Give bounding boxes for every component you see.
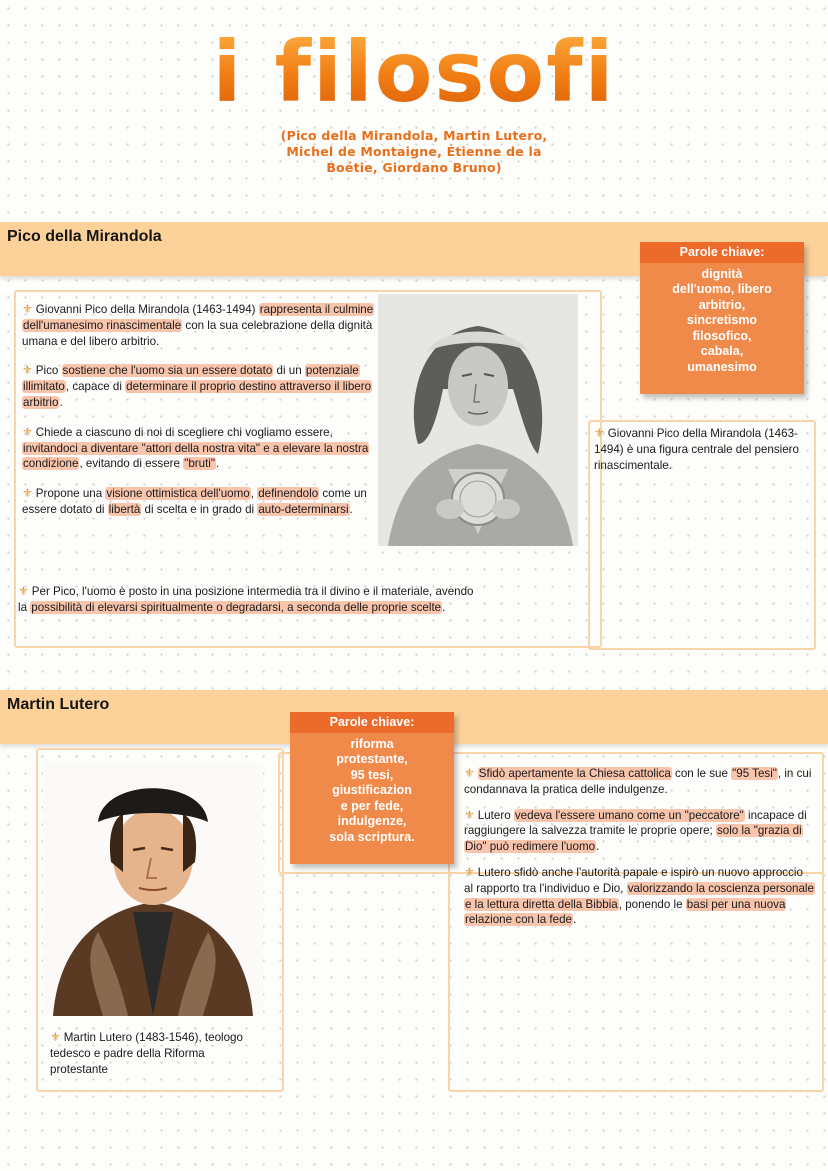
keyword-item: protestante, xyxy=(336,752,408,766)
fleur-de-lis-icon: ⚜ xyxy=(50,1030,61,1044)
fleur-de-lis-icon: ⚜ xyxy=(22,424,33,439)
pico-keywords-list xyxy=(640,263,804,380)
pico-portrait-drawing xyxy=(378,294,578,546)
lutero-portrait-image xyxy=(43,762,263,1016)
keyword-item: dell'uomo, libero xyxy=(672,282,772,296)
pico-text-block xyxy=(22,302,374,532)
pico-paragraph: ⚜ Pico sostiene che l'uomo sia un essere dotato di un potenziale illimitato, capace di determinare il proprio destino attraverso il libero arbitrio. xyxy=(22,363,372,409)
lutero-keywords-list xyxy=(290,733,454,850)
keyword-item: filosofico, xyxy=(692,328,752,343)
section-title-pico: Pico della Mirandola xyxy=(7,228,162,245)
pico-paragraph: ⚜ Per Pico, l'uomo è posto in una posizione intermedia tra il divino e il materiale, avendo la possibilità di elevarsi spiritualmente o degradarsi, a seconda delle proprie scelte. xyxy=(18,584,474,614)
pico-portrait-image xyxy=(378,294,578,546)
lutero-paragraph: ⚜ Lutero vedeva l'essere umano come un "peccatore" incapace di raggiungere la salvezza tramite le proprie opere; solo la "grazia di Dio" può redimere l'uomo. xyxy=(464,807,807,854)
fleur-de-lis-icon: ⚜ xyxy=(22,363,33,378)
section-title-lutero: Martin Lutero xyxy=(7,696,110,713)
lutero-paragraph: ⚜ Lutero sfidò anche l'autorità papale e ispirò un nuovo approccio al rapporto tra l'individuo e Dio, valorizzando la coscienza personale e la lettura diretta della Bibbia, ponendo le basi per una nuova relazione con la fede. xyxy=(464,864,814,927)
keyword-item: umanesimo xyxy=(687,359,757,374)
lutero-keywords-title: Parole chiave: xyxy=(290,712,454,733)
pico-paragraph: ⚜ Giovanni Pico della Mirandola (1463-1494) rappresenta il culmine dell'umanesimo rinascimentale con la sua celebrazione della dignità umana e del libero arbitrio. xyxy=(22,302,374,348)
fleur-de-lis-icon: ⚜ xyxy=(464,766,475,780)
pico-text-block-bottom xyxy=(18,584,478,630)
lutero-paragraph: ⚜ Sfidò apertamente la Chiesa cattolica con le sue "95 Tesi", in cui condannava la pratica delle indulgenze. xyxy=(464,766,812,796)
keyword-item: e per fede, xyxy=(340,798,404,813)
keyword-item: 95 tesi, xyxy=(350,767,394,782)
lutero-portrait-drawing xyxy=(43,762,263,1016)
pico-keywords-title: Parole chiave: xyxy=(640,242,804,263)
page-subtitle: (Pico della Mirandola, Martin Lutero, Michel de Montaigne, Étienne de la Boétie, Giordano Bruno) xyxy=(280,128,548,175)
keyword-item: sincretismo xyxy=(686,313,758,327)
fleur-de-lis-icon: ⚜ xyxy=(464,807,475,822)
keyword-item: giustificazion xyxy=(332,783,412,797)
page-title: i filosofi xyxy=(0,22,828,122)
keyword-item: riforma xyxy=(350,736,394,751)
pico-portrait-caption: ⚜ Giovanni Pico della Mirandola (1463-1494) è una figura centrale del pensiero rinascimentale. xyxy=(594,426,799,472)
lutero-text-block xyxy=(464,766,814,942)
pico-paragraph: ⚜ Propone una visione ottimistica dell'uomo, definendolo come un essere dotato di libertà di scelta e in grado di auto-determinarsi. xyxy=(22,486,367,516)
fleur-de-lis-icon: ⚜ xyxy=(22,486,33,501)
keyword-item: indulgenze, xyxy=(337,814,407,828)
fleur-de-lis-icon: ⚜ xyxy=(22,302,33,316)
keyword-item: arbitrio, xyxy=(698,297,746,312)
keyword-item: dignità xyxy=(701,266,743,281)
keyword-item: sola scriptura. xyxy=(329,829,415,844)
lutero-portrait-caption: ⚜ Martin Lutero (1483-1546), teologo tedesco e padre della Riforma protestante xyxy=(50,1030,243,1076)
fleur-de-lis-icon: ⚜ xyxy=(594,426,605,440)
pico-paragraph: ⚜ Chiede a ciascuno di noi di scegliere chi vogliamo essere, invitandoci a diventare "attori della nostra vita" e a elevare la nostra condizione, evitando di essere "bruti". xyxy=(22,424,369,471)
keyword-item: cabala, xyxy=(700,344,744,358)
lutero-keywords-box xyxy=(290,712,454,864)
fleur-de-lis-icon: ⚜ xyxy=(464,864,475,879)
fleur-de-lis-icon: ⚜ xyxy=(18,584,29,598)
pico-keywords-box xyxy=(640,242,804,394)
